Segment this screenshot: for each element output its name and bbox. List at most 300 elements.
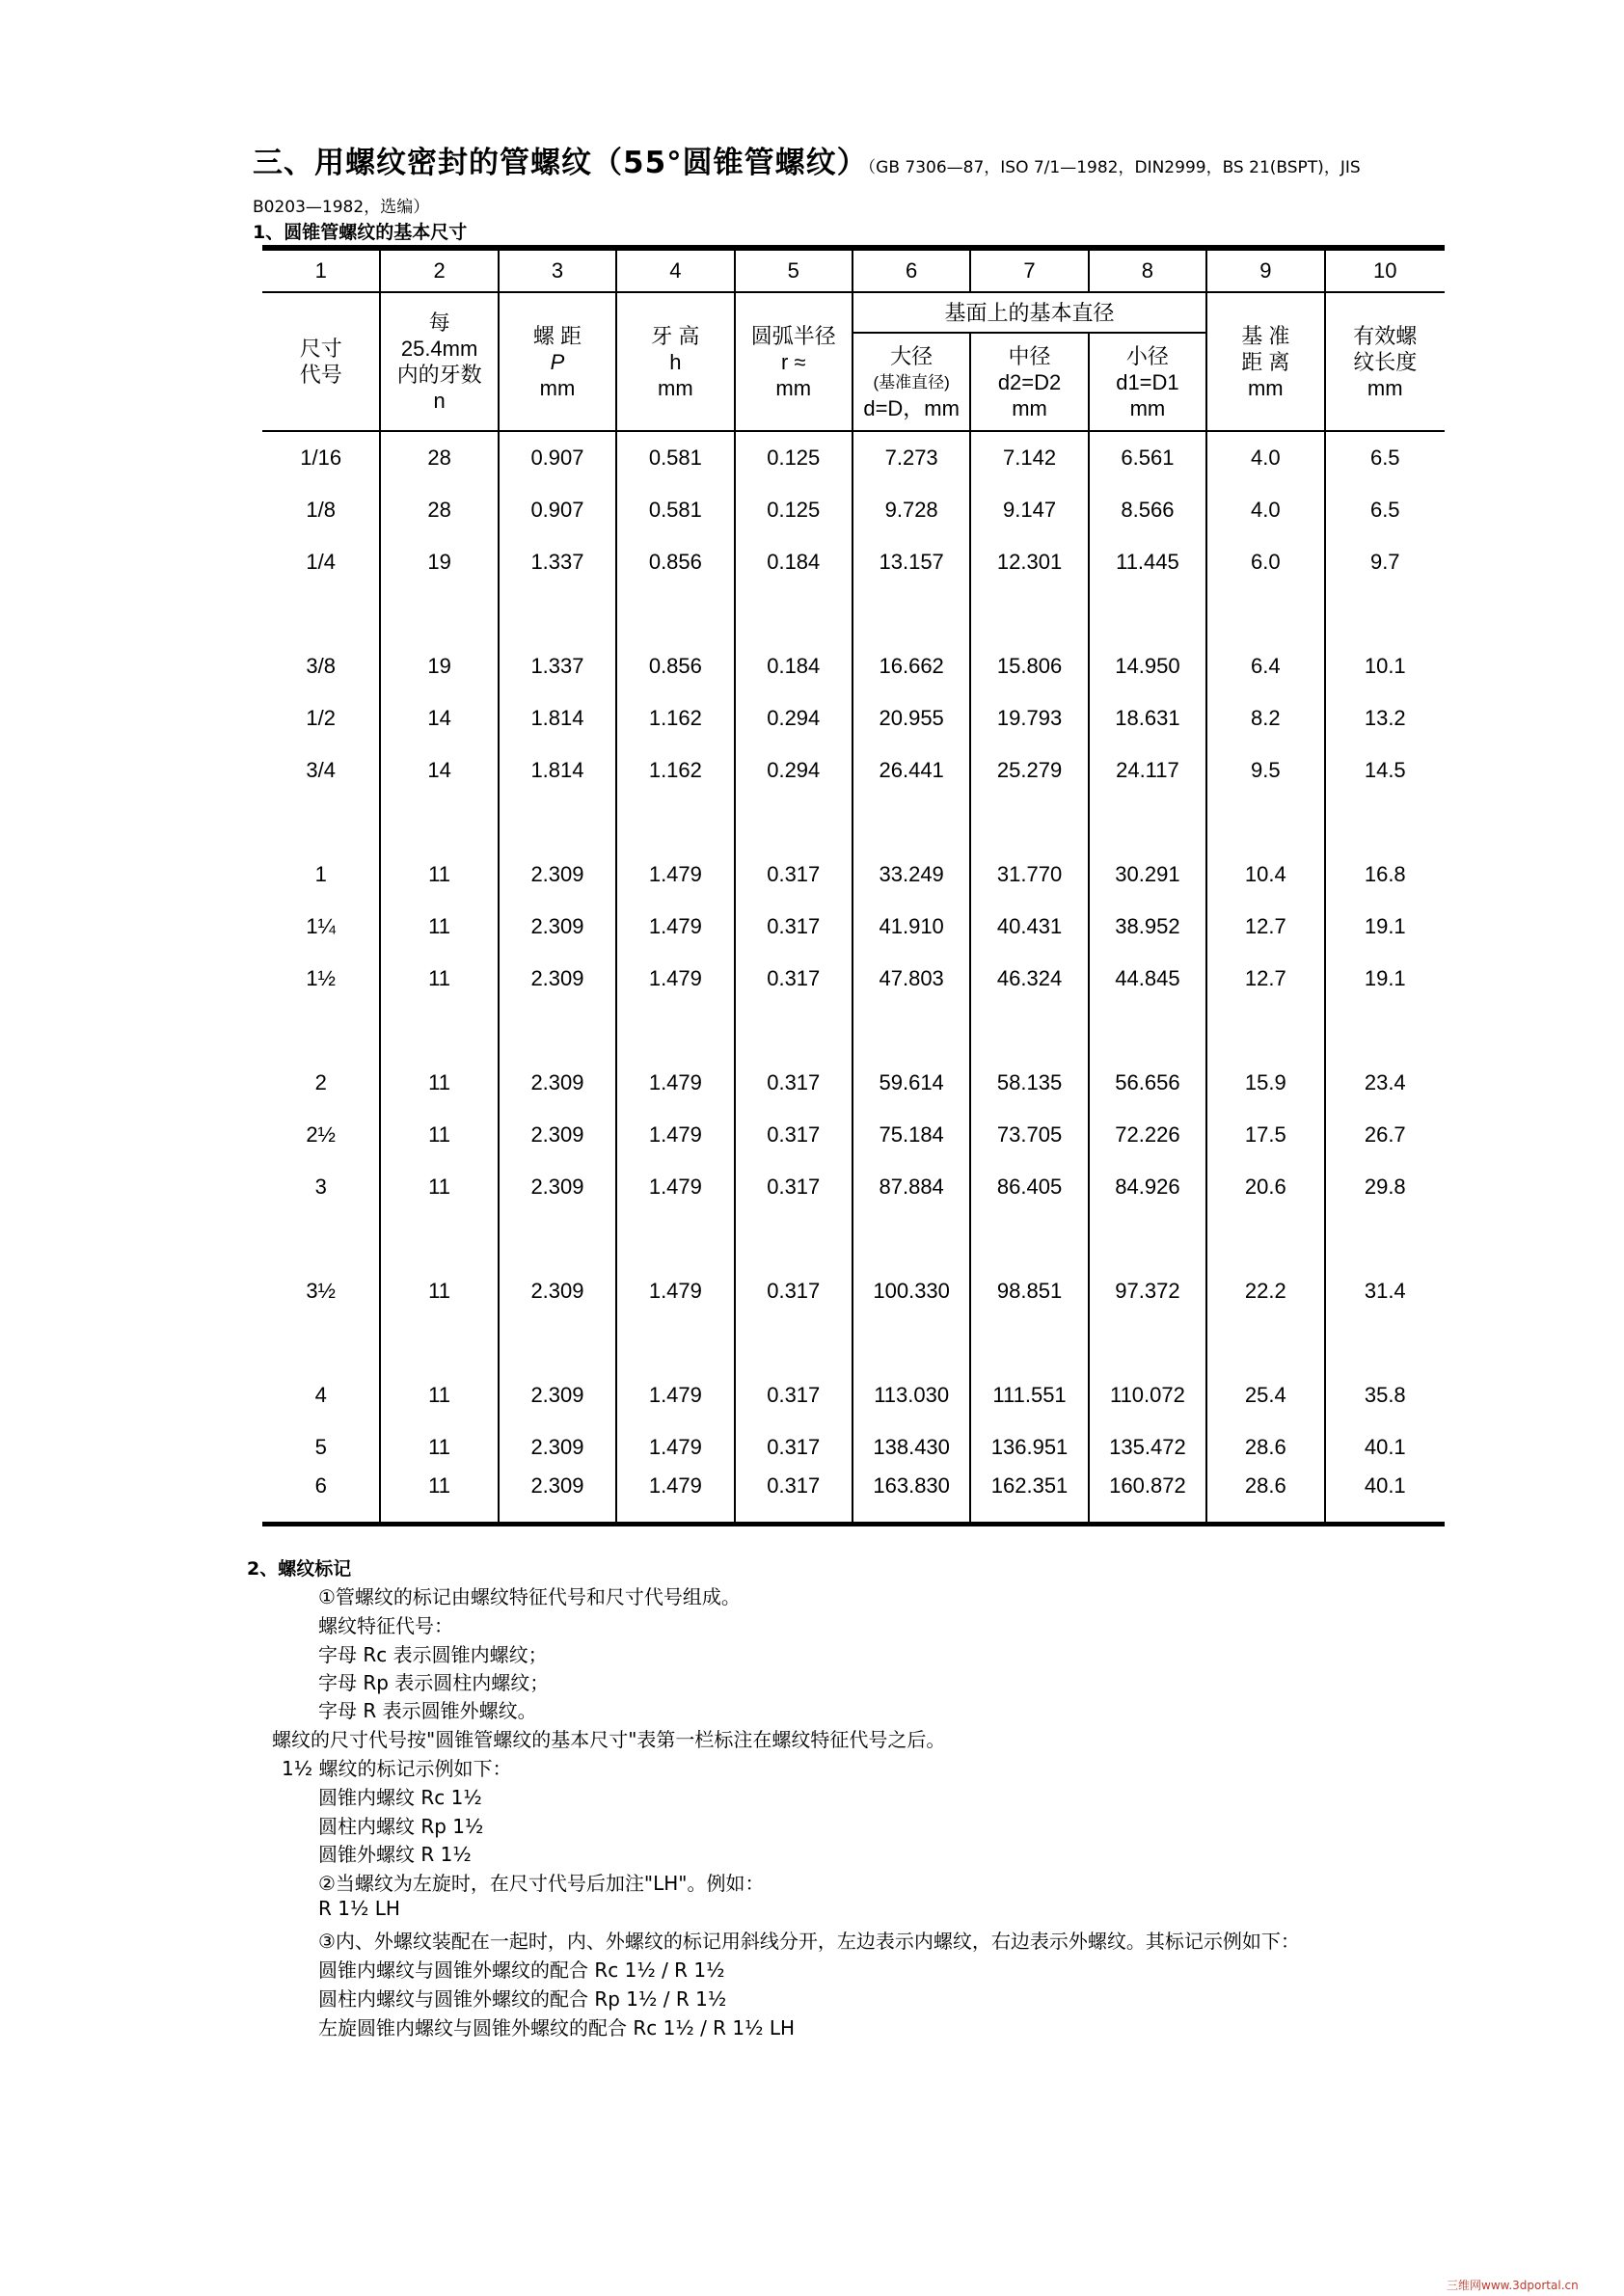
spacer-cell [853, 1317, 970, 1369]
table-cell: 2.309 [499, 953, 616, 1005]
table-cell: 29.8 [1325, 1161, 1445, 1213]
table-cell: 2 [314, 1070, 327, 1094]
table-body [262, 431, 1445, 1525]
table-cell: 2.309 [499, 1369, 616, 1421]
table-cell: 20.6 [1206, 1161, 1324, 1213]
table-row [262, 744, 1445, 797]
header-line: 25.4mm [400, 337, 478, 361]
table-cell: 0.581 [616, 484, 734, 536]
spacer-cell [499, 1213, 616, 1265]
table-cell: 136.951 [970, 1421, 1088, 1473]
note-line: 左旋圆锥内螺纹与圆锥外螺纹的配合 Rc 1½ / R 1½ LH [318, 2016, 796, 2039]
table-cell: 7.273 [853, 431, 970, 484]
table-cell: 0.856 [616, 536, 734, 588]
table-cell: 86.405 [970, 1161, 1088, 1213]
spacer-cell [1206, 797, 1324, 849]
header-gauge-length [1206, 292, 1324, 430]
table-cell: 4.0 [1206, 484, 1324, 536]
spacer-cell [970, 1213, 1088, 1265]
table-cell: 40.1 [1325, 1473, 1445, 1525]
header-line: 每 [428, 311, 450, 335]
table-row [262, 849, 1445, 901]
table-cell: 19 [380, 536, 498, 588]
table-cell: 2.309 [499, 1057, 616, 1109]
header-line: 距 离 [1241, 349, 1290, 374]
header-line: mm [1129, 395, 1166, 420]
header-line: mm [1012, 395, 1047, 420]
table-cell: 1.814 [499, 744, 616, 797]
table-cell: 41.910 [853, 901, 970, 953]
table-cell: 1/2 [306, 706, 336, 730]
table-cell: 1.479 [616, 1057, 734, 1109]
header-pitch [499, 292, 616, 430]
header-line: 螺 距 [532, 323, 582, 348]
spacer-cell [380, 1005, 498, 1057]
table-cell: 56.656 [1089, 1057, 1206, 1109]
column-number: 9 [1206, 248, 1324, 292]
table-cell: 1.479 [616, 1421, 734, 1473]
title-main: 三、用螺纹密封的管螺纹（55°圆锥管螺纹） [253, 146, 868, 180]
header-line: mm [775, 375, 812, 400]
column-number: 8 [1089, 248, 1206, 292]
table-cell: 3 [314, 1175, 327, 1199]
table-cell: 6.5 [1325, 431, 1445, 484]
spacer-cell [499, 1317, 616, 1369]
table-cell: 0.294 [735, 744, 853, 797]
header-row [262, 292, 1445, 333]
table-cell: 11.445 [1089, 536, 1206, 588]
header-effective-length [1325, 292, 1445, 430]
table-cell: 14 [380, 692, 498, 744]
table-cell: 6.4 [1206, 640, 1324, 692]
table-cell: 18.631 [1089, 692, 1206, 744]
spacer-row [262, 1213, 1445, 1265]
spacer-cell [499, 588, 616, 640]
table-cell: 47.803 [853, 953, 970, 1005]
table-cell: 17.5 [1206, 1109, 1324, 1161]
note-line: 字母 Rp 表示圆柱内螺纹； [318, 1671, 550, 1694]
table-cell: 16.662 [853, 640, 970, 692]
header-line: 基 准 [1241, 323, 1290, 348]
table-cell: 12.7 [1206, 953, 1324, 1005]
table-row [262, 536, 1445, 588]
table-cell: 11 [380, 1109, 498, 1161]
table-cell: 1¼ [306, 914, 336, 938]
spacer-cell [380, 797, 498, 849]
table-cell: 1.162 [616, 744, 734, 797]
spacer-cell [735, 797, 853, 849]
spacer-cell [1206, 1213, 1324, 1265]
spacer-cell [735, 1213, 853, 1265]
table-cell: 40.431 [970, 901, 1088, 953]
table-cell: 38.952 [1089, 901, 1206, 953]
table-cell: 1½ [306, 966, 336, 990]
spacer-cell [1089, 588, 1206, 640]
spacer-row [262, 588, 1445, 640]
spacer-cell [970, 797, 1088, 849]
spacer-row [262, 797, 1445, 849]
table-cell: 1/8 [306, 498, 336, 522]
header-line: mm [539, 375, 576, 400]
table-cell: 59.614 [853, 1057, 970, 1109]
spacer-cell [970, 1005, 1088, 1057]
table-cell: 31.4 [1325, 1265, 1445, 1317]
header-line: 内的牙数 [396, 363, 482, 387]
spacer-cell [262, 1213, 380, 1265]
header-threads-per-inch [380, 292, 498, 430]
spacer-cell [853, 797, 970, 849]
table-cell: 11 [380, 849, 498, 901]
table-cell: 0.125 [735, 431, 853, 484]
spacer-cell [1325, 1213, 1445, 1265]
table-cell: 30.291 [1089, 849, 1206, 901]
table-cell: 25.279 [970, 744, 1088, 797]
table-cell: 20.955 [853, 692, 970, 744]
spacer-cell [616, 1213, 734, 1265]
spacer-cell [616, 1005, 734, 1057]
header-line: 代号 [299, 363, 342, 387]
table-cell: 15.806 [970, 640, 1088, 692]
table-cell: 28.6 [1206, 1473, 1324, 1525]
table-cell: 11 [380, 1473, 498, 1525]
spacer-cell [262, 1317, 380, 1369]
table-cell: 1.479 [616, 1109, 734, 1161]
table-cell: 6 [262, 1473, 380, 1525]
table-cell: 6.0 [1206, 536, 1324, 588]
table-row [262, 1369, 1445, 1421]
note-line: 圆锥内螺纹与圆锥外螺纹的配合 Rc 1½ / R 1½ [318, 1958, 725, 1982]
table-cell: 1.479 [616, 1369, 734, 1421]
table-cell: 9.147 [970, 484, 1088, 536]
header-line: P [550, 349, 565, 374]
table-cell: 0.581 [616, 431, 734, 484]
table-cell: 12.7 [1206, 901, 1324, 953]
table-cell: 12.301 [970, 536, 1088, 588]
table-cell: 1.479 [616, 849, 734, 901]
table-row [262, 1473, 1445, 1525]
table-cell: 110.072 [1089, 1369, 1206, 1421]
table-cell: 4 [314, 1383, 327, 1407]
table-cell: 111.551 [970, 1369, 1088, 1421]
page-title [253, 138, 1468, 181]
header-line: n [433, 389, 446, 413]
table-cell: 11 [380, 1369, 498, 1421]
table-cell: 2.309 [499, 1109, 616, 1161]
spacer-cell [1089, 1213, 1206, 1265]
column-number-row [262, 248, 1445, 292]
table-cell: 0.317 [735, 1057, 853, 1109]
table-cell: 14 [380, 744, 498, 797]
header-basic-diameter-group: 基面上的基本直径 [853, 292, 1206, 333]
table-cell: 13.157 [853, 536, 970, 588]
spacer-cell [262, 1005, 380, 1057]
table-cell: 44.845 [1089, 953, 1206, 1005]
header-minor-diameter [1089, 333, 1206, 430]
table-cell: 19.1 [1325, 901, 1445, 953]
spacer-cell [262, 797, 380, 849]
table-cell: 26.441 [853, 744, 970, 797]
section-1-heading: 1、圆锥管螺纹的基本尺寸 [253, 222, 468, 243]
table-cell: 3/8 [306, 654, 336, 678]
table-cell: 2.309 [499, 849, 616, 901]
table-cell: 35.8 [1325, 1369, 1445, 1421]
spacer-cell [262, 588, 380, 640]
column-number: 7 [970, 248, 1088, 292]
table-cell: 3½ [306, 1279, 336, 1303]
spacer-cell [1089, 797, 1206, 849]
spacer-cell [1325, 1317, 1445, 1369]
column-number: 5 [735, 248, 853, 292]
table-cell: 2.309 [499, 1473, 616, 1525]
table-cell: 2.309 [499, 1265, 616, 1317]
note-line: 1½ 螺纹的标记示例如下： [282, 1757, 512, 1780]
spacer-cell [1206, 1317, 1324, 1369]
table-cell: 0.317 [735, 953, 853, 1005]
spacer-row [262, 1005, 1445, 1057]
table-cell: 9.728 [853, 484, 970, 536]
table-row [262, 901, 1445, 953]
table-row [262, 1057, 1445, 1109]
spacer-row [262, 1317, 1445, 1369]
header-line: 有效螺 [1353, 323, 1418, 348]
header-radius [735, 292, 853, 430]
table-cell: 0.317 [735, 1265, 853, 1317]
table-cell: 162.351 [970, 1473, 1088, 1525]
table-cell: 2.309 [499, 901, 616, 953]
table-cell: 25.4 [1206, 1369, 1324, 1421]
spacer-cell [1325, 588, 1445, 640]
table-cell: 135.472 [1089, 1421, 1206, 1473]
table-cell: 13.2 [1325, 692, 1445, 744]
table-cell: 26.7 [1325, 1109, 1445, 1161]
spacer-cell [970, 588, 1088, 640]
header-line: mm [658, 375, 693, 400]
table-row [262, 1421, 1445, 1473]
table-cell: 163.830 [853, 1473, 970, 1525]
table-cell: 1.479 [616, 1265, 734, 1317]
table-cell: 19.1 [1325, 953, 1445, 1005]
header-line: d=D，mm [863, 395, 960, 420]
note-line: ①管螺纹的标记由螺纹特征代号和尺寸代号组成。 [318, 1585, 741, 1608]
table-cell: 10.4 [1206, 849, 1324, 901]
note-line: R 1½ LH [318, 1897, 400, 1920]
table-cell: 0.184 [735, 536, 853, 588]
table-cell: 1.479 [616, 953, 734, 1005]
table-cell: 73.705 [970, 1109, 1088, 1161]
table-row [262, 953, 1445, 1005]
spacer-cell [380, 1317, 498, 1369]
table-cell: 0.317 [735, 849, 853, 901]
note-line: ②当螺纹为左旋时，在尺寸代号后加注"LH"。例如： [318, 1872, 765, 1895]
column-number: 6 [853, 248, 970, 292]
table-row [262, 1265, 1445, 1317]
note-line: ③内、外螺纹装配在一起时，内、外螺纹的标记用斜线分开，左边表示内螺纹，右边表示外螺纹。其标记示例如下： [318, 1930, 1300, 1953]
table-cell: 11 [380, 901, 498, 953]
table-cell: 138.430 [853, 1421, 970, 1473]
header-line: d2=D2 [997, 369, 1062, 394]
table-cell: 58.135 [970, 1057, 1088, 1109]
note-line: 圆柱内螺纹 Rp 1½ [318, 1815, 484, 1838]
spacer-cell [735, 588, 853, 640]
table-cell: 11 [380, 1421, 498, 1473]
note-line: 圆柱内螺纹与圆锥外螺纹的配合 Rp 1½ / R 1½ [318, 1987, 727, 2011]
spacer-cell [1206, 588, 1324, 640]
spacer-cell [853, 1213, 970, 1265]
header-line: 大径 [890, 343, 934, 368]
table-cell: 3/4 [306, 758, 336, 782]
table-cell: 1.479 [616, 1161, 734, 1213]
table-cell: 6.561 [1089, 431, 1206, 484]
column-number: 4 [616, 248, 734, 292]
header-line: d1=D1 [1116, 369, 1179, 394]
table-cell: 100.330 [853, 1265, 970, 1317]
header-line: h [669, 349, 682, 374]
table-cell: 160.872 [1089, 1473, 1206, 1525]
table-cell: 24.117 [1089, 744, 1206, 797]
table-cell: 9.5 [1206, 744, 1324, 797]
header-thread-height [616, 292, 734, 430]
table-cell: 8.566 [1089, 484, 1206, 536]
spacer-cell [380, 1213, 498, 1265]
table-cell: 19.793 [970, 692, 1088, 744]
title-standards-continued: B0203—1982，选编） [253, 198, 430, 217]
table-cell: 16.8 [1325, 849, 1445, 901]
thread-dimension-table [262, 245, 1445, 1526]
table-cell: 19 [380, 640, 498, 692]
spacer-cell [616, 797, 734, 849]
table-cell: 75.184 [853, 1109, 970, 1161]
spacer-cell [853, 588, 970, 640]
spacer-cell [853, 1005, 970, 1057]
spacer-cell [735, 1005, 853, 1057]
table-cell: 87.884 [853, 1161, 970, 1213]
table-cell: 1.337 [499, 640, 616, 692]
table-cell: 1.162 [616, 692, 734, 744]
table-cell: 1.814 [499, 692, 616, 744]
table-cell: 8.2 [1206, 692, 1324, 744]
column-number: 3 [499, 248, 616, 292]
table-cell: 0.184 [735, 640, 853, 692]
table-row [262, 1109, 1445, 1161]
header-line: 尺寸 [299, 337, 342, 361]
table-cell: 0.317 [735, 1109, 853, 1161]
spacer-cell [735, 1317, 853, 1369]
note-line: 螺纹特征代号： [318, 1614, 453, 1637]
table-cell: 2.309 [499, 1421, 616, 1473]
table-cell: 14.950 [1089, 640, 1206, 692]
table-cell: 84.926 [1089, 1161, 1206, 1213]
header-line: 中径 [1008, 343, 1051, 368]
table-cell: 9.7 [1325, 536, 1445, 588]
header-line: (基准直径) [873, 372, 950, 392]
spacer-cell [1206, 1005, 1324, 1057]
spacer-cell [499, 1005, 616, 1057]
table-cell: 1 [314, 862, 327, 886]
header-line: mm [1367, 375, 1403, 400]
table-cell: 0.125 [735, 484, 853, 536]
header-line: 小径 [1125, 343, 1169, 368]
header-line: 圆弧半径 [750, 323, 836, 348]
spacer-cell [1325, 1005, 1445, 1057]
table-cell: 97.372 [1089, 1265, 1206, 1317]
header-pitch-diameter [970, 333, 1088, 430]
column-number: 2 [380, 248, 498, 292]
header-line: 牙 高 [651, 323, 700, 348]
table-cell: 10.1 [1325, 640, 1445, 692]
table-cell: 113.030 [853, 1369, 970, 1421]
table-cell: 4.0 [1206, 431, 1324, 484]
table-cell: 0.294 [735, 692, 853, 744]
table-cell: 46.324 [970, 953, 1088, 1005]
table-row [262, 640, 1445, 692]
note-line: 字母 Rc 表示圆锥内螺纹； [318, 1643, 548, 1666]
table-cell: 28 [380, 484, 498, 536]
table-cell: 0.317 [735, 1369, 853, 1421]
table-cell: 2½ [306, 1122, 336, 1147]
table-cell: 0.317 [735, 1161, 853, 1213]
table-cell: 23.4 [1325, 1057, 1445, 1109]
spacer-cell [1089, 1317, 1206, 1369]
table-cell: 28 [380, 431, 498, 484]
table-cell: 1.479 [616, 1473, 734, 1525]
note-line: 字母 R 表示圆锥外螺纹。 [318, 1699, 537, 1722]
header-line: mm [1247, 375, 1284, 400]
table-row [262, 484, 1445, 536]
header-line: 纹长度 [1353, 349, 1418, 374]
table-cell: 0.317 [735, 901, 853, 953]
table-cell: 0.317 [735, 1421, 853, 1473]
table-cell: 22.2 [1206, 1265, 1324, 1317]
table-cell: 11 [380, 1057, 498, 1109]
spacer-cell [380, 588, 498, 640]
table-cell: 0.856 [616, 640, 734, 692]
table-cell: 0.317 [735, 1473, 853, 1525]
table-cell: 0.907 [499, 431, 616, 484]
table-cell: 1/16 [300, 446, 342, 470]
section-2-heading: 2、螺纹标记 [247, 1558, 352, 1580]
note-line: 圆锥内螺纹 Rc 1½ [318, 1786, 482, 1809]
header-line: r ≈ [781, 349, 806, 374]
table-cell: 72.226 [1089, 1109, 1206, 1161]
spacer-cell [616, 588, 734, 640]
title-standards: （GB 7306—87，ISO 7/1—1982，DIN2999，BS 21(BSPT)，JIS [867, 158, 1361, 177]
column-number: 1 [262, 248, 380, 292]
table-cell: 0.907 [499, 484, 616, 536]
table-cell: 2.309 [499, 1161, 616, 1213]
watermark: 三维网www.3dportal.cn [1447, 2279, 1579, 2292]
table-cell: 98.851 [970, 1265, 1088, 1317]
table-cell: 5 [314, 1435, 327, 1459]
table-cell: 15.9 [1206, 1057, 1324, 1109]
spacer-cell [499, 797, 616, 849]
table-cell: 14.5 [1325, 744, 1445, 797]
header-major-diameter [853, 333, 970, 430]
note-line: 螺纹的尺寸代号按"圆锥管螺纹的基本尺寸"表第一栏标注在螺纹特征代号之后。 [272, 1728, 946, 1751]
table-cell: 11 [380, 1161, 498, 1213]
table-cell: 40.1 [1325, 1421, 1445, 1473]
table-cell: 6.5 [1325, 484, 1445, 536]
spacer-cell [616, 1317, 734, 1369]
table-cell: 28.6 [1206, 1421, 1324, 1473]
table-cell: 31.770 [970, 849, 1088, 901]
spacer-cell [970, 1317, 1088, 1369]
table-row [262, 692, 1445, 744]
column-number: 10 [1325, 248, 1445, 292]
table-cell: 1.337 [499, 536, 616, 588]
table-cell: 11 [380, 1265, 498, 1317]
table-cell: 7.142 [970, 431, 1088, 484]
table-cell: 11 [380, 953, 498, 1005]
